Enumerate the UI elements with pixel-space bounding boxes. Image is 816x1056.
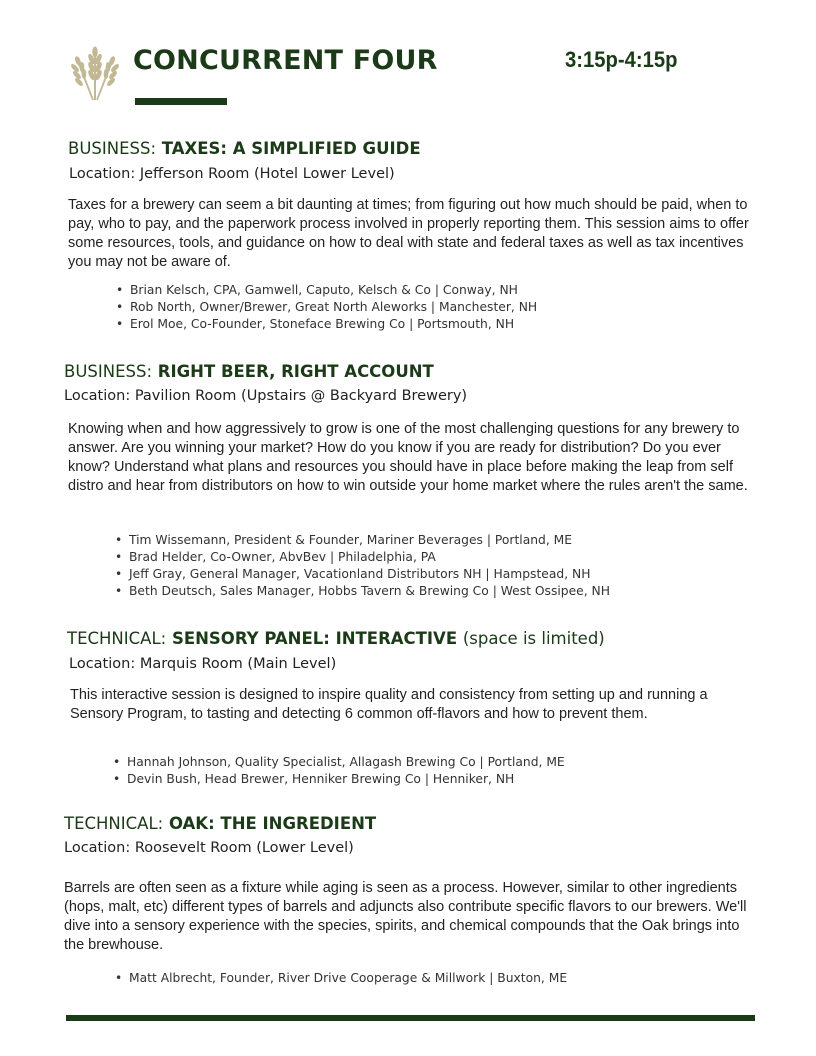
session-location: Location: Roosevelt Room (Lower Level) — [64, 840, 354, 856]
session-description: This interactive session is designed to inspire quality and consistency from setting up and running a Sensory Program, to tasting and detecting 6 common off-flavors and how to prevent them. — [70, 687, 708, 722]
speaker-item: • Brian Kelsch, CPA, Gamwell, Caputo, Kelsch & Co | Conway, NH — [130, 282, 537, 299]
speaker-item: • Rob North, Owner/Brewer, Great North Aleworks | Manchester, NH — [130, 299, 537, 316]
speaker-item: • Brad Helder, Co-Owner, AbvBev | Philadelphia, PA — [129, 549, 610, 566]
session-category: TECHNICAL: — [64, 814, 164, 833]
session-time: 3:15p-4:15p — [565, 47, 678, 72]
speaker-item: • Beth Deutsch, Sales Manager, Hobbs Tavern & Brewing Co | West Ossipee, NH — [129, 583, 610, 600]
session-location: Location: Pavilion Room (Upstairs @ Backyard Brewery) — [64, 388, 468, 404]
session-name: OAK: THE INGREDIENT — [168, 814, 377, 833]
wheat-icon — [66, 46, 124, 102]
session-category: BUSINESS: — [64, 362, 153, 381]
session-category: TECHNICAL: — [67, 629, 167, 648]
session-heading — [67, 629, 605, 648]
session-heading — [64, 814, 376, 833]
title-underline — [135, 98, 227, 105]
speaker-item: • Hannah Johnson, Quality Specialist, Allagash Brewing Co | Portland, ME — [127, 754, 565, 771]
speaker-item: • Jeff Gray, General Manager, Vacationland Distributors NH | Hampstead, NH — [129, 566, 610, 583]
speaker-list — [130, 282, 537, 333]
session-heading — [68, 139, 421, 158]
session-name: SENSORY PANEL: INTERACTIVE — [171, 629, 458, 648]
session-name: RIGHT BEER, RIGHT ACCOUNT — [157, 362, 434, 381]
speaker-item: • Erol Moe, Co-Founder, Stoneface Brewing Co | Portsmouth, NH — [130, 316, 537, 333]
session-category: BUSINESS: — [68, 139, 157, 158]
session-location: Location: Jefferson Room (Hotel Lower Level) — [69, 166, 395, 182]
session-note: (space is limited) — [462, 629, 605, 648]
bottom-rule — [66, 1015, 755, 1021]
speaker-item: • Tim Wissemann, President & Founder, Mariner Beverages | Portland, ME — [129, 532, 610, 549]
speaker-list — [127, 754, 565, 788]
speaker-item: • Devin Bush, Head Brewer, Henniker Brewing Co | Henniker, NH — [127, 771, 565, 788]
session-description: Taxes for a brewery can seem a bit daunting at times; from figuring out how much should be paid, when to pay, who to pay, and the paperwork process involved in properly reporting them. This session aims to offer some resources, tools, and guidance on how to deal with state and federal taxes as well as tax incentives you may not be aware of. — [68, 197, 749, 270]
session-heading — [64, 362, 434, 381]
session-description: Knowing when and how aggressively to grow is one of the most challenging questions for any brewery to answer. Are you winning your market? How do you know if you are ready for distribution? Do you ever know? Understand what plans and resources you should have in place before making the leap from self distro and hear from distributors on how to win outside your home market where the rules aren't the same. — [68, 421, 748, 494]
session-location: Location: Marquis Room (Main Level) — [69, 656, 337, 672]
speaker-list — [129, 970, 567, 987]
speaker-item: • Matt Albrecht, Founder, River Drive Cooperage & Millwork | Buxton, ME — [129, 970, 567, 987]
session-description: Barrels are often seen as a fixture while aging is seen as a process. However, similar to other ingredients (hops, malt, etc) different types of barrels and adjuncts also contribute specific flavors to our brewers. We'll dive into a sensory experience with the species, spirits, and chemical compounds that the Oak brings into the brewhouse. — [64, 880, 747, 953]
speaker-list — [129, 532, 610, 600]
session-name: TAXES: A SIMPLIFIED GUIDE — [161, 139, 421, 158]
page-title: CONCURRENT FOUR — [133, 45, 438, 76]
